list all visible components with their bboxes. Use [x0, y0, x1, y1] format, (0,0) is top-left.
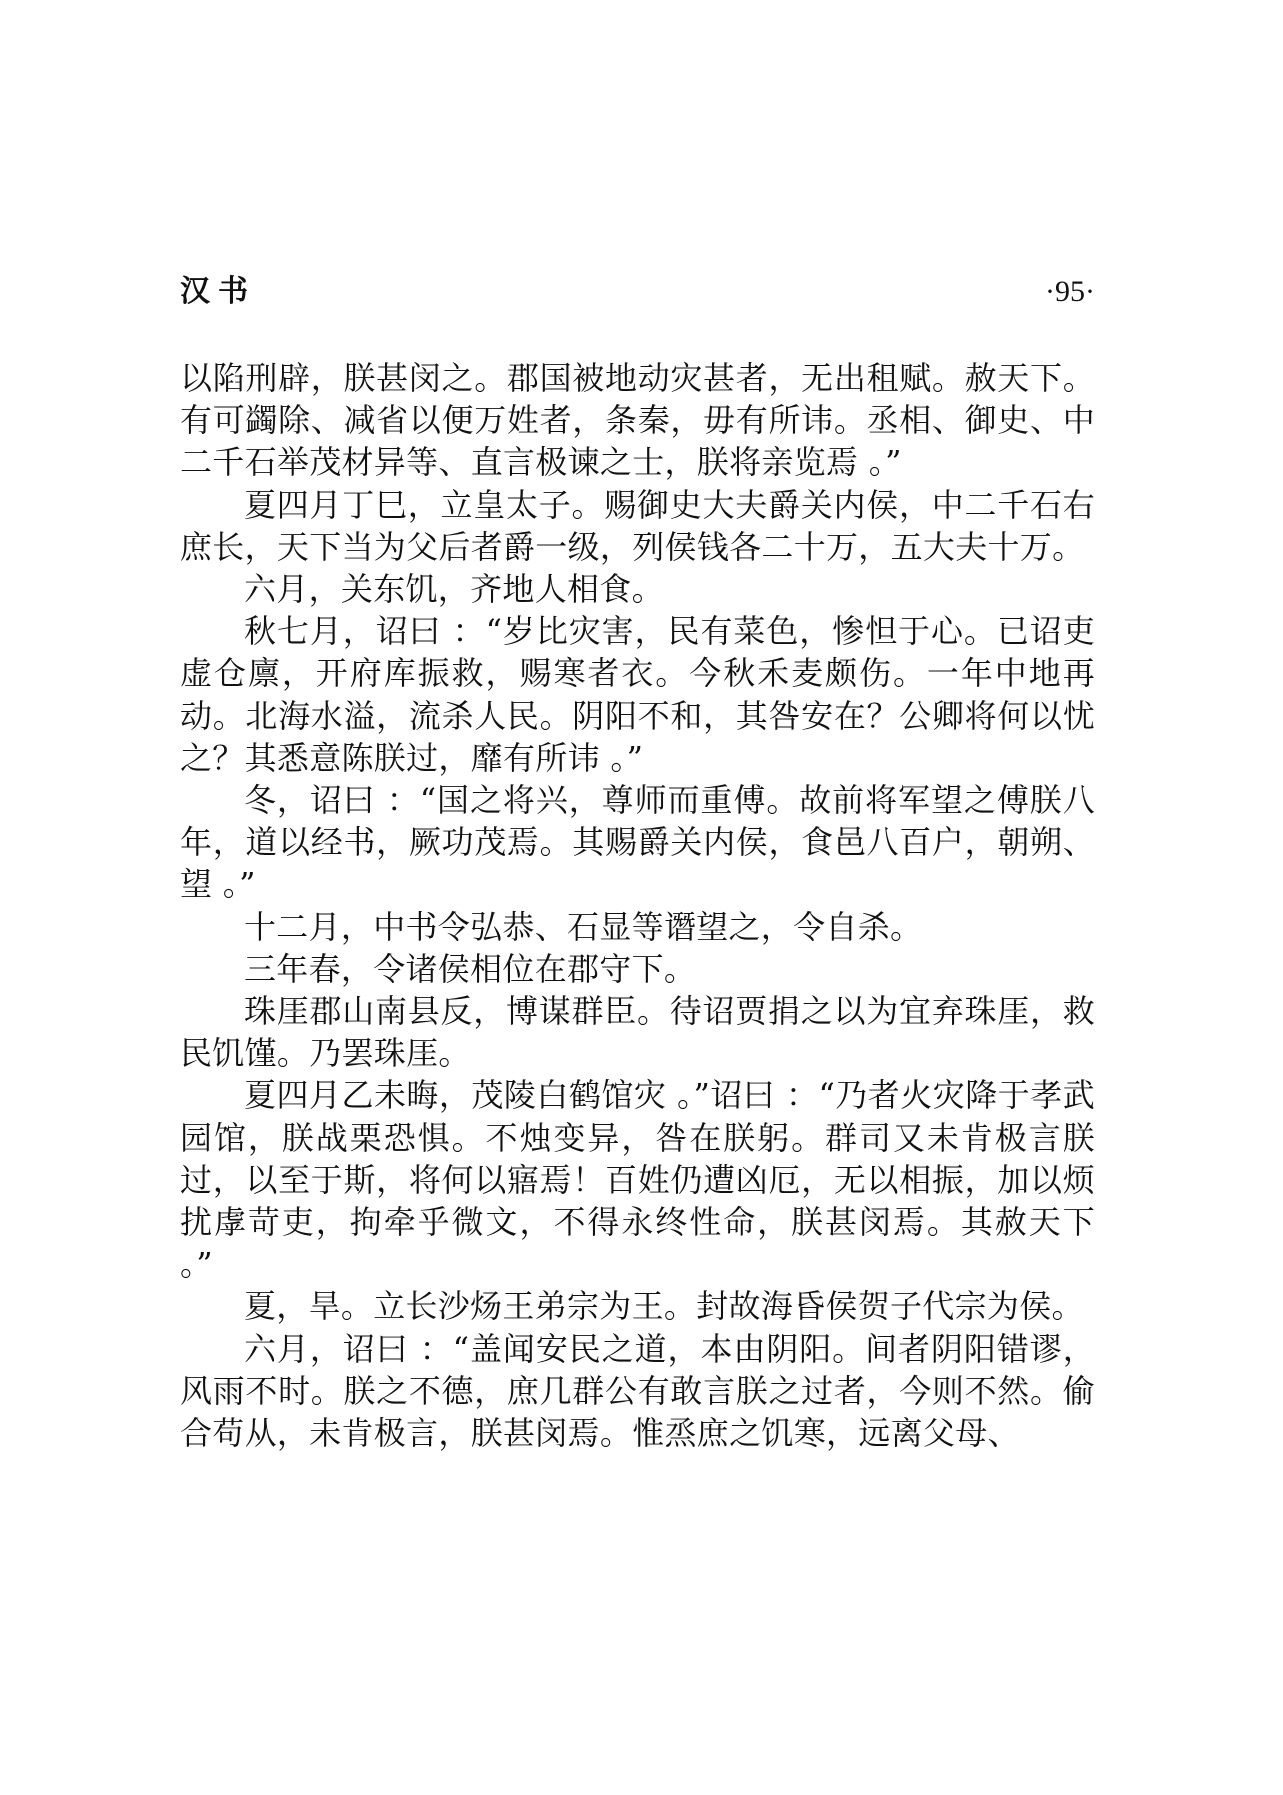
paragraph: 以陷刑辟，朕甚闵之。郡国被地动灾甚者，无出租赋。赦天下。有可蠲除、减省以便万姓者，条秦，毋有所讳。丞相、御史、中二千石举茂材异等、直言极谏之士，朕将亲览焉 。”	[180, 359, 1095, 482]
paragraph: 三年春，令诸侯相位在郡守下。	[244, 949, 697, 988]
running-head	[180, 270, 1095, 320]
paragraph: 夏四月丁巳，立皇太子。赐御史大夫爵关内侯，中二千石右庶长，天下当为父后者爵一级，列侯钱各二十万，五大夫十万。	[180, 485, 1095, 566]
paragraph: 夏四月乙未晦，茂陵白鹤馆灾 。”诏曰 ：“乃者火灾降于孝武园馆，朕战栗恐惧。不烛变异，咎在朕躬。群司又未肯极言朕过，以至于斯，将何以寤焉！百姓仍遭凶厄，无以相振，加以烦扰虖苛吏，拘牵乎微文，不得永终性命，朕甚闵焉。其赦天下 。”	[180, 1076, 1095, 1284]
paragraph: 十二月，中书令弘恭、石显等谮望之，令自杀。	[244, 907, 923, 946]
body-text	[180, 357, 1095, 1454]
paragraph: 夏，旱。立长沙炀王弟宗为王。封故海昏侯贺子代宗为侯。	[244, 1287, 1084, 1326]
paragraph: 珠厓郡山南县反，博谋群臣。待诏贾捐之以为宜弃珠厓，救民饥馑。乃罢珠厓。	[180, 992, 1095, 1073]
paragraph: 秋七月，诏曰 ：“岁比灾害，民有菜色，惨怛于心。已诏吏虚仓廪，开府库振救，赐寒者衣。今秋禾麦颇伤。一年中地再动。北海水溢，流杀人民。阴阳不和，其咎安在？公卿将何以忧之？其悉意陈朕过，靡有所讳 。”	[180, 612, 1095, 777]
paragraph: 六月，关东饥，齐地人相食。	[244, 570, 664, 609]
paragraph: 六月，诏曰 ：“盖闻安民之道，本由阴阳。间者阴阳错谬，风雨不时。朕之不德，庶几群公有敢言朕之过者，今则不然。偷合苟从，未肯极言，朕甚闵焉。惟烝庶之饥寒，远离父母、	[180, 1329, 1095, 1453]
page-number: ·95·	[1045, 275, 1095, 308]
book-title: 汉书	[180, 274, 256, 309]
paragraph: 冬，诏曰 ：“国之将兴，尊师而重傅。故前将军望之傅朕八年，道以经书，厥功茂焉。其赐爵关内侯，食邑八百户，朝朔、望 。”	[180, 781, 1095, 904]
